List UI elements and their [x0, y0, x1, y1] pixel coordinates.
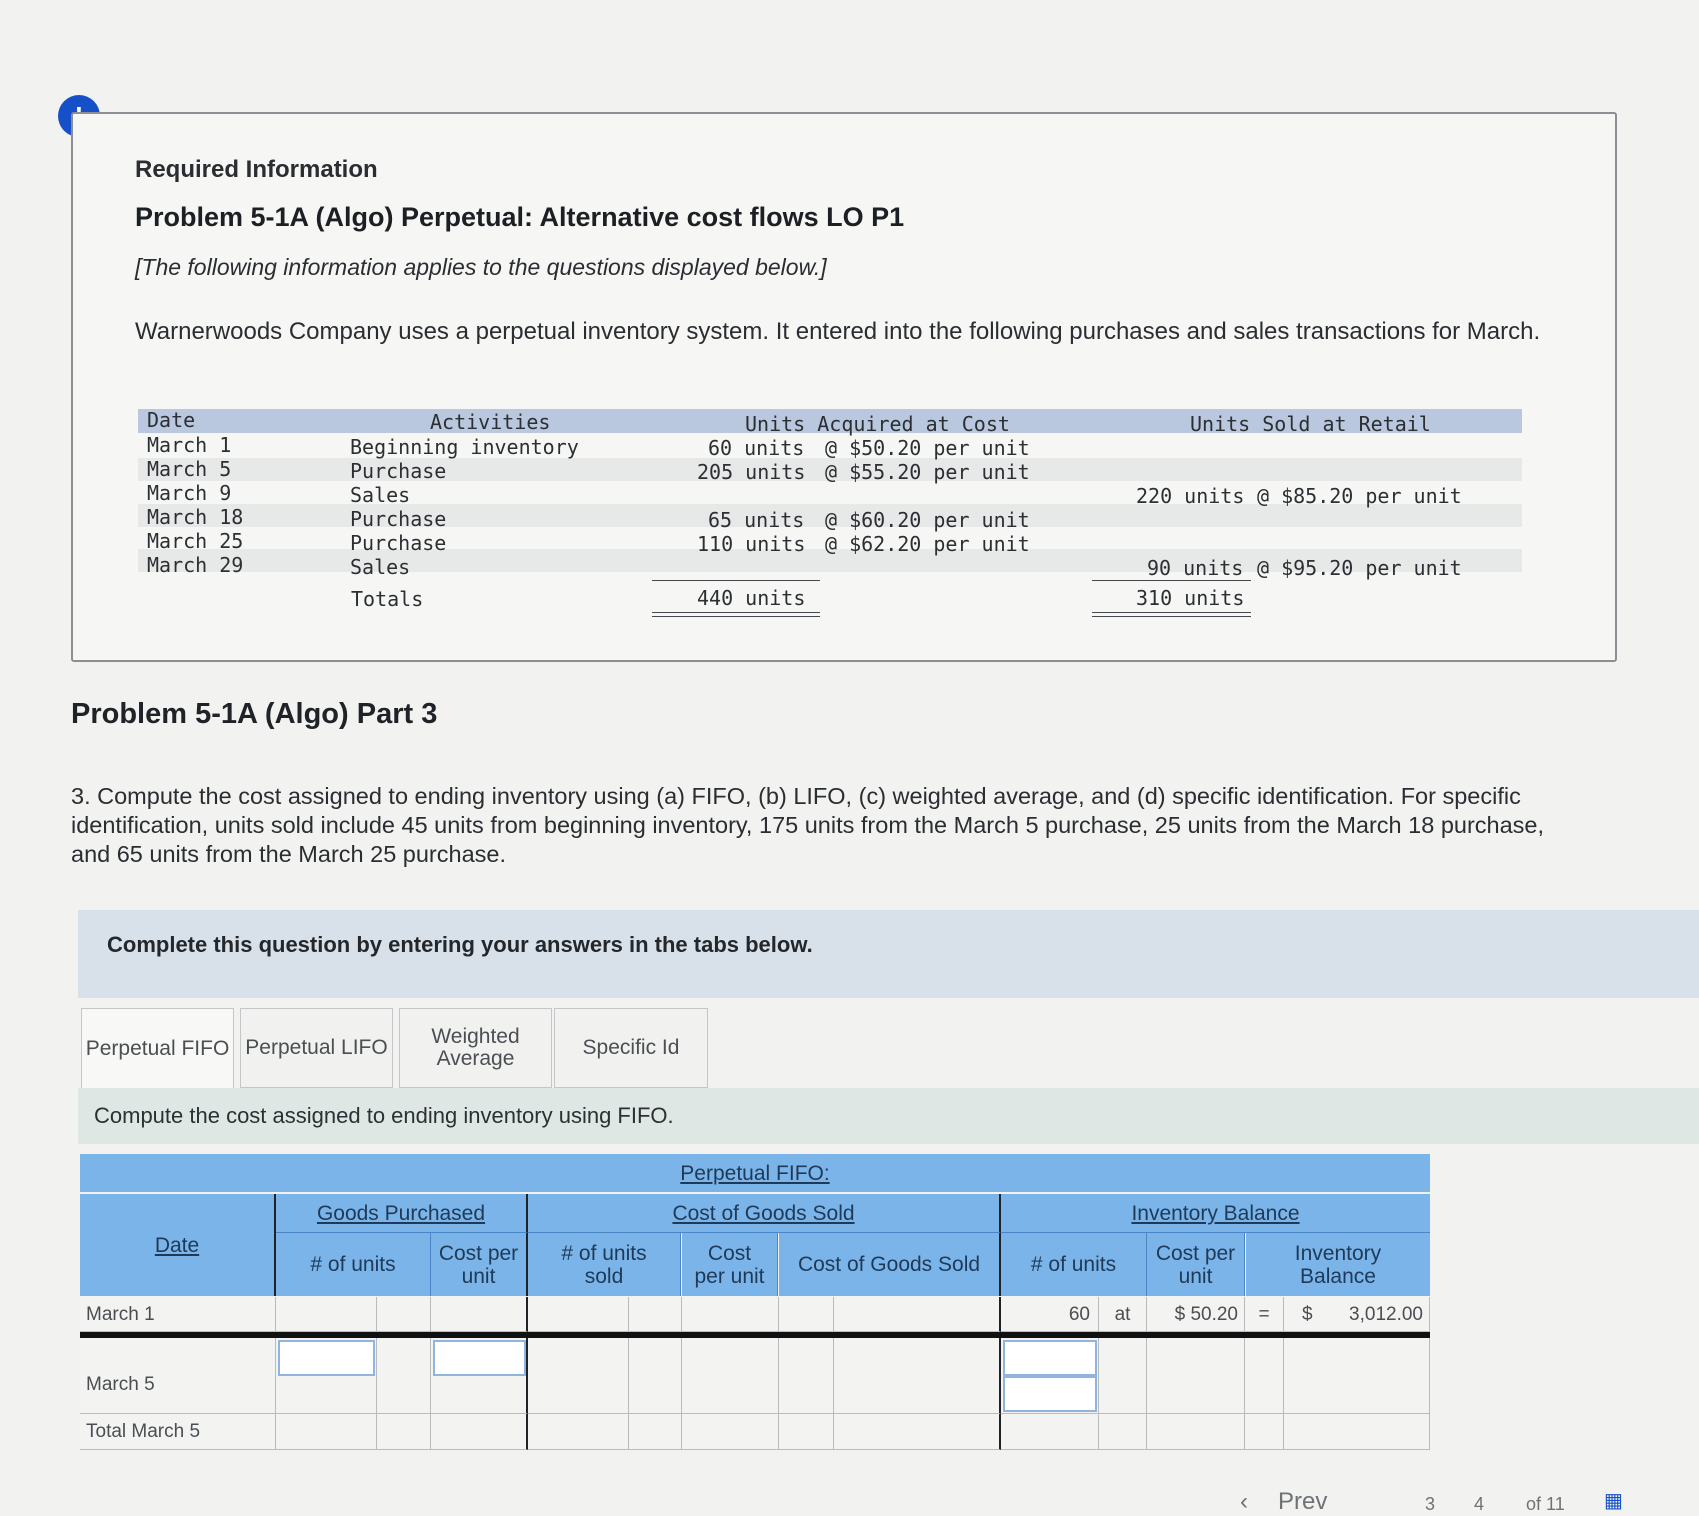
table-cell	[1284, 1414, 1430, 1450]
col-header-sold: Units Sold at Retail	[1190, 412, 1431, 436]
tab-perpetual-fifo[interactable]: Perpetual FIFO	[81, 1008, 234, 1088]
table-cell	[431, 1297, 528, 1332]
march1-bal-cost: $ 50.20	[1147, 1297, 1245, 1332]
tab-perpetual-lifo[interactable]: Perpetual LIFO	[240, 1008, 393, 1088]
inventory-balance-text: Inventory Balance	[1131, 1201, 1300, 1225]
table-cell	[1147, 1414, 1245, 1450]
subhead-units-sold: # of units sold	[528, 1233, 681, 1296]
table-row-sold-units: 220 units	[1136, 484, 1245, 508]
table-cell	[528, 1297, 629, 1332]
row-label-march1: March 1	[80, 1297, 276, 1332]
totals-sold: 310 units	[1136, 586, 1245, 610]
table-row-activity: Purchase	[350, 531, 447, 555]
table-row-acq-cost: @ $50.20 per unit	[825, 436, 1030, 460]
sold-underline	[1092, 580, 1251, 581]
table-row-sold-units: 90 units	[1147, 556, 1244, 580]
subhead-units: # of units	[276, 1233, 431, 1296]
goods-purchased-header	[276, 1194, 528, 1233]
tab-specific-id[interactable]: Specific Id	[554, 1008, 708, 1088]
tab-weighted-average[interactable]: Weighted Average	[399, 1008, 552, 1088]
march1-at: at	[1099, 1297, 1147, 1332]
complete-instructions: Complete this question by entering your answers in the tabs below.	[107, 932, 813, 957]
perpetual-fifo-table	[80, 1154, 1430, 1450]
tab-instruction: Compute the cost assigned to ending inventory using FIFO.	[94, 1103, 674, 1128]
row-label-total-march5: Total March 5	[80, 1414, 276, 1450]
date-header-text: Date	[154, 1233, 200, 1257]
table-row-activity: Beginning inventory	[350, 435, 579, 459]
table-row-acq-units: 65 units	[708, 508, 805, 532]
table-cell	[1284, 1338, 1430, 1414]
table-row-activity: Sales	[350, 483, 411, 507]
march5-units-input[interactable]	[278, 1340, 375, 1376]
subhead-cost-per-unit: Cost per unit	[431, 1233, 528, 1296]
table-cell	[834, 1297, 1001, 1332]
totals-label: Totals	[351, 587, 424, 611]
col-header-activities: Activities	[430, 410, 551, 434]
row-label-march5: March 5	[80, 1338, 276, 1414]
date-header	[80, 1194, 276, 1296]
march1-balance	[1284, 1297, 1430, 1332]
table-row-acq-cost: @ $60.20 per unit	[825, 508, 1030, 532]
table-cell	[431, 1414, 528, 1450]
table-cell	[1099, 1338, 1147, 1414]
problem-title: Problem 5-1A (Algo) Perpetual: Alternative cost flows LO P1	[135, 202, 905, 232]
table-cell	[377, 1414, 431, 1450]
march5-bal-units-input-2[interactable]	[1003, 1376, 1097, 1412]
subhead-bal-total: Inventory Balance	[1246, 1233, 1430, 1296]
table-row-acq-cost: @ $62.20 per unit	[825, 532, 1030, 556]
table-cell	[834, 1338, 1001, 1414]
table-cell	[629, 1297, 682, 1332]
table-cell	[276, 1414, 377, 1450]
table-cell	[629, 1414, 682, 1450]
march5-bal-units-input-1[interactable]	[1003, 1340, 1097, 1376]
problem-description: Warnerwoods Company uses a perpetual inventory system. It entered into the following purchases and sales transactions for March.	[135, 318, 1541, 345]
table-cell	[629, 1338, 682, 1414]
cogs-header	[528, 1194, 1001, 1233]
page-4-link[interactable]: 4	[1474, 1494, 1485, 1514]
fifo-title-text: Perpetual FIFO:	[680, 1161, 830, 1185]
march1-equals: =	[1245, 1297, 1284, 1332]
table-cell	[682, 1338, 779, 1414]
part-title: Problem 5-1A (Algo) Part 3	[71, 698, 438, 730]
table-row-date: March 1	[147, 433, 232, 457]
table-cell	[779, 1414, 834, 1450]
table-cell	[1147, 1338, 1245, 1414]
table-cell	[834, 1414, 1001, 1450]
subhead-bal-cost: Cost per unit	[1147, 1233, 1245, 1296]
table-cell	[1245, 1414, 1284, 1450]
subhead-bal-units: # of units	[1001, 1233, 1147, 1296]
table-row-acq-units: 110 units	[697, 532, 806, 556]
fifo-table-title	[80, 1154, 1430, 1192]
col-header-acquired: Units Acquired at Cost	[745, 412, 1010, 436]
col-header-date: Date	[147, 408, 196, 432]
prev-chevron-icon[interactable]: ‹	[1240, 1488, 1248, 1515]
table-row-activity: Sales	[350, 555, 411, 579]
info-note: [The following information applies to the questions displayed below.]	[135, 254, 827, 280]
prev-button[interactable]: Prev	[1278, 1488, 1328, 1515]
table-row-sold-price: @ $85.20 per unit	[1257, 484, 1462, 508]
subhead-cogs-total: Cost of Goods Sold	[779, 1233, 1001, 1296]
table-cell	[276, 1297, 377, 1332]
table-cell	[682, 1297, 779, 1332]
grid-menu-icon[interactable]: ▦	[1604, 1490, 1623, 1512]
table-cell	[377, 1297, 431, 1332]
table-row-acq-units: 60 units	[708, 436, 805, 460]
acquired-underline	[652, 580, 820, 581]
inventory-balance-header	[1001, 1194, 1430, 1233]
acquired-double-underline	[652, 612, 820, 617]
table-cell	[528, 1414, 629, 1450]
sold-double-underline	[1092, 612, 1251, 617]
page-count: of 11	[1526, 1494, 1565, 1514]
table-cell	[1001, 1414, 1099, 1450]
table-row-acq-cost: @ $55.20 per unit	[825, 460, 1030, 484]
march5-cost-input[interactable]	[433, 1340, 526, 1376]
balance-value: 3,012.00	[1349, 1304, 1423, 1325]
goods-purchased-text: Goods Purchased	[316, 1201, 486, 1225]
question-text: 3. Compute the cost assigned to ending inventory using (a) FIFO, (b) LIFO, (c) weighted average, and (d) specific identification. For specific identification, units sold include 45 units from beginning inventory, 175 units from the March 5 purchase, 25 units from the March 18 purchase, and 65 units from the March 25 purchase.	[71, 783, 1545, 867]
table-cell	[1245, 1338, 1284, 1414]
table-cell	[779, 1297, 834, 1332]
march1-bal-units: 60	[1001, 1297, 1099, 1332]
table-row-acq-units: 205 units	[697, 460, 806, 484]
balance-dollar-sign: $	[1302, 1304, 1313, 1325]
required-info-heading: Required Information	[135, 156, 378, 183]
subhead-cogs-cost: Cost per unit	[682, 1233, 778, 1296]
table-row-date: March 25	[147, 529, 244, 553]
table-row-sold-price: @ $95.20 per unit	[1257, 556, 1462, 580]
table-cell	[528, 1338, 629, 1414]
cogs-header-text: Cost of Goods Sold	[672, 1201, 855, 1225]
table-row-date: March 29	[147, 553, 244, 577]
table-row-activity: Purchase	[350, 507, 447, 531]
table-cell	[682, 1414, 779, 1450]
table-row-date: March 5	[147, 457, 232, 481]
table-row-date: March 9	[147, 481, 232, 505]
table-cell	[377, 1338, 431, 1414]
table-row-date: March 18	[147, 505, 244, 529]
table-cell	[1099, 1414, 1147, 1450]
table-row-activity: Purchase	[350, 459, 447, 483]
table-cell	[779, 1338, 834, 1414]
totals-acquired: 440 units	[697, 586, 806, 610]
page-3-link[interactable]: 3	[1425, 1494, 1436, 1514]
